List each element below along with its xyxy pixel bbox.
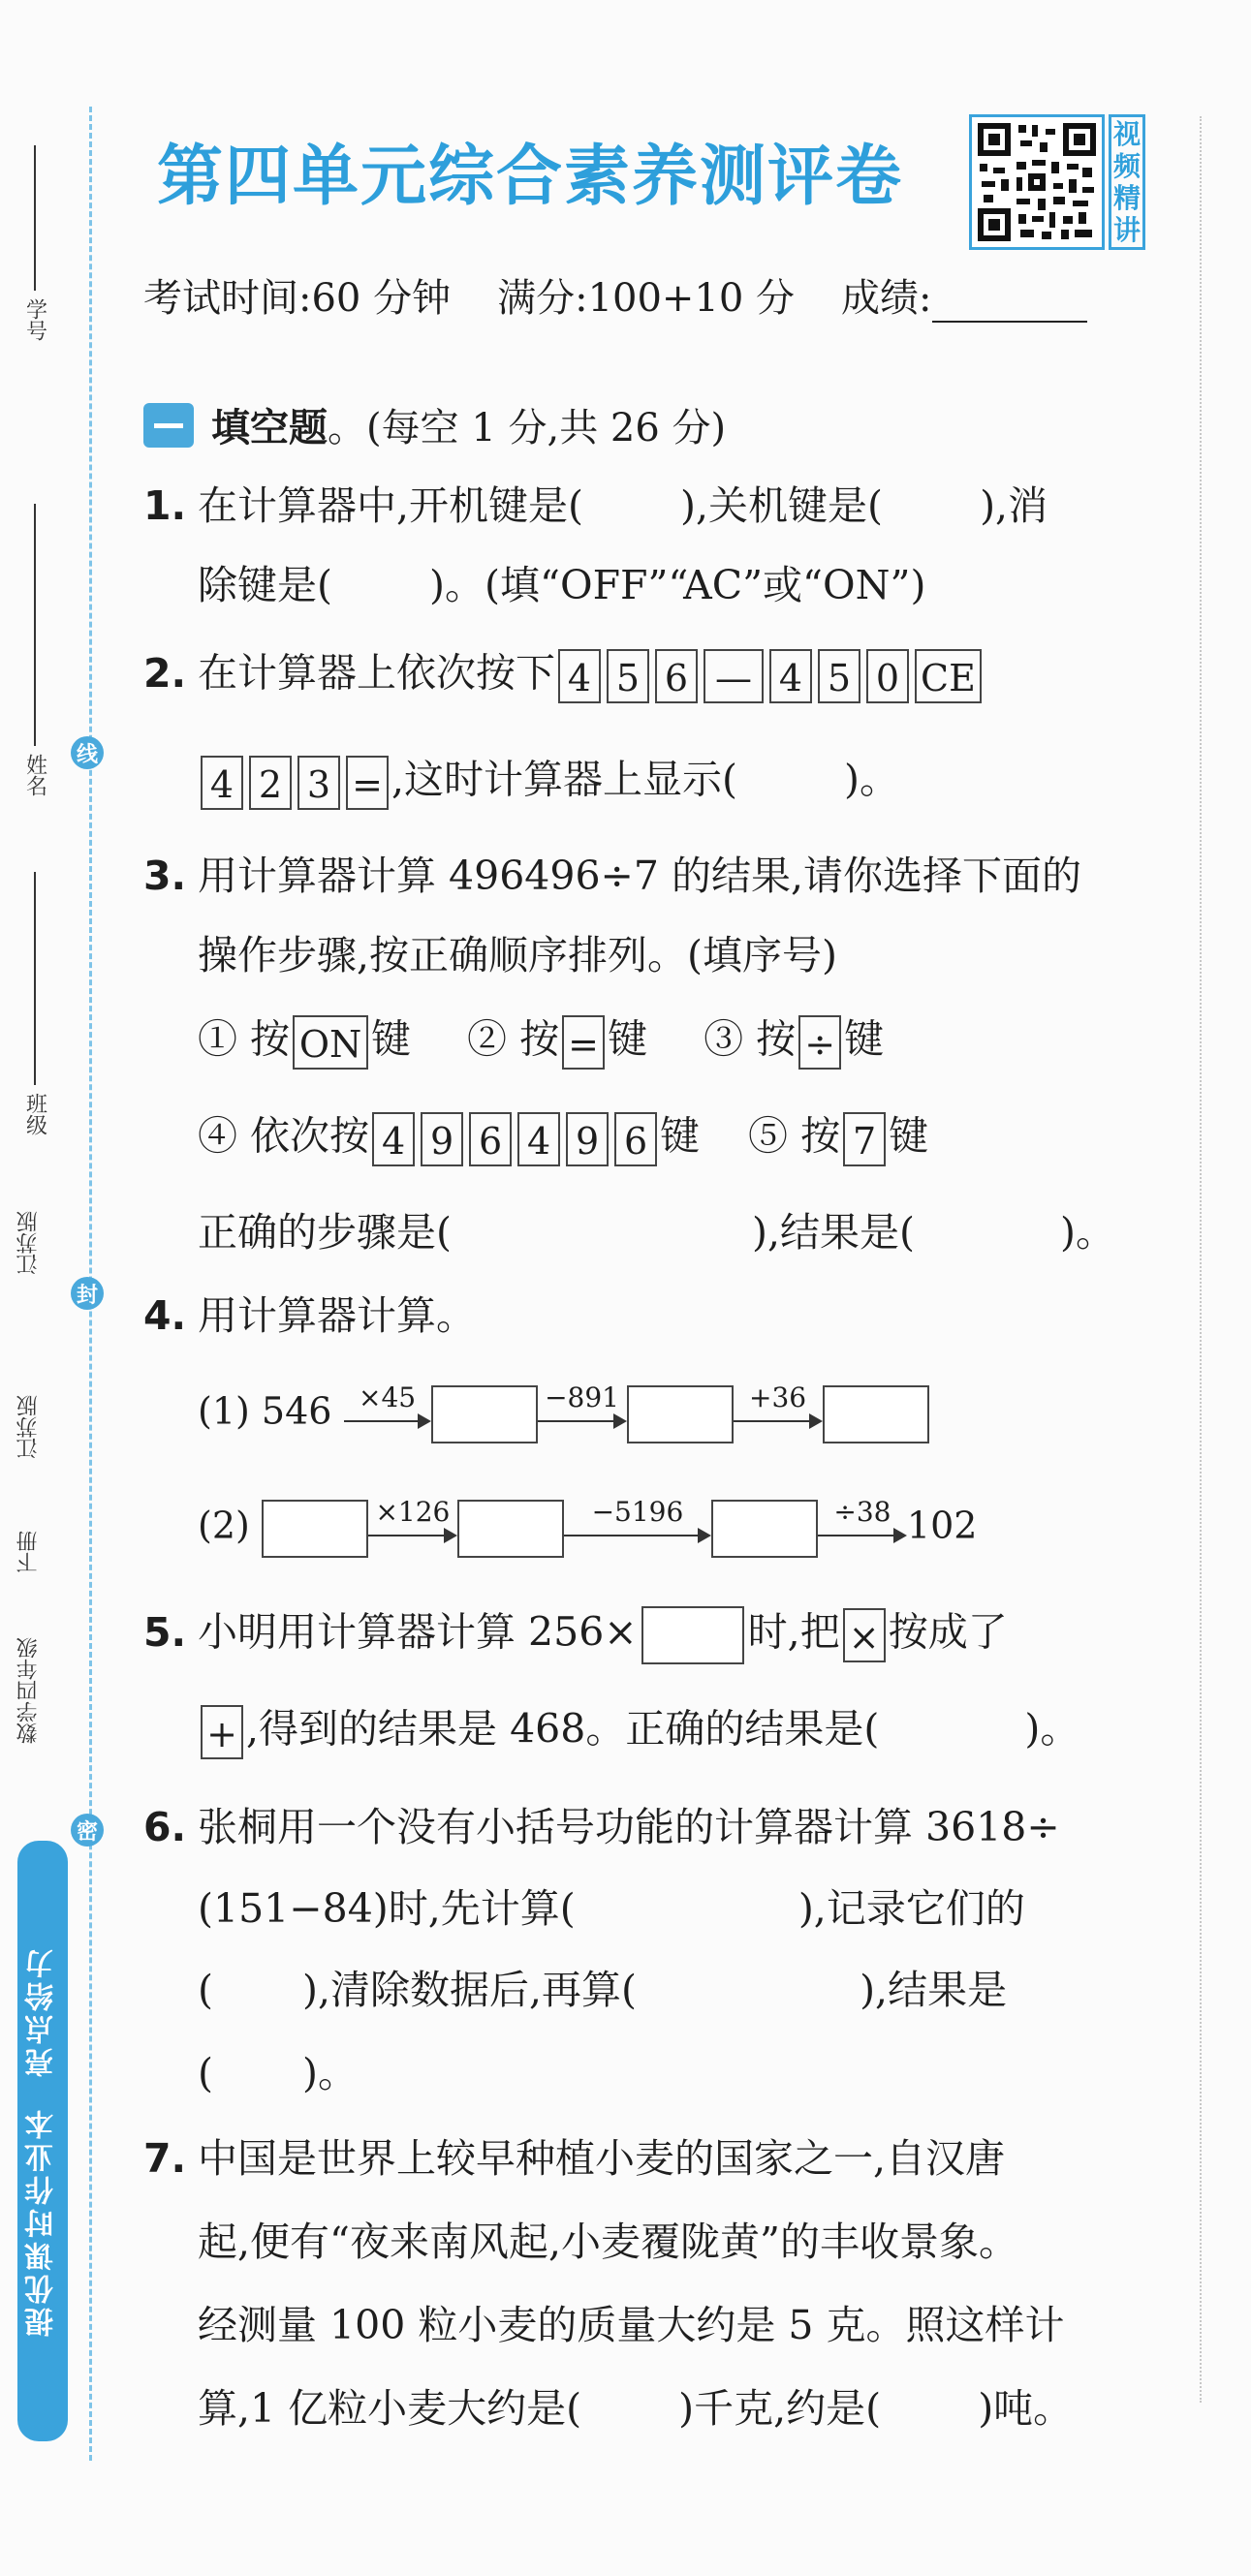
calc-key: ÷: [798, 1015, 841, 1070]
answer-box[interactable]: [262, 1500, 368, 1558]
final-result: 102: [906, 1504, 978, 1547]
calc-key: 4: [517, 1112, 560, 1166]
question-number: 5.: [143, 1608, 187, 1656]
calc-key: CE: [915, 649, 982, 703]
section-title: 填空题: [211, 406, 328, 450]
arrow-icon: ÷38: [818, 1509, 907, 1548]
question-1-line-1: 1. 在计算器中,开机键是( ),关机键是( ),消: [143, 482, 1048, 529]
binding-margin: [0, 0, 145, 2576]
arrow-icon: −891: [538, 1395, 627, 1434]
calc-key: 6: [614, 1112, 657, 1166]
question-4-part-2: (2) ×126 −5196 ÷38 102: [198, 1500, 977, 1558]
answer-box[interactable]: [457, 1500, 564, 1558]
edition-text: 江苏版: [16, 1211, 41, 1275]
question-number: 1.: [143, 482, 187, 529]
question-7-line-3: 经测量 100 粒小麦的质量大约是 5 克。照这样计: [198, 2302, 1065, 2348]
grade-text: 数学四年级: [16, 1637, 41, 1744]
calc-key: 9: [421, 1112, 463, 1166]
edition-text-2: 江苏版: [16, 1395, 41, 1459]
question-6-line-1: 6. 张桐用一个没有小括号功能的计算器计算 3618÷: [143, 1804, 1060, 1850]
brand-name: 提优课时作业本: [25, 2106, 59, 2337]
name-field[interactable]: [8, 504, 62, 796]
question-number: 2.: [143, 649, 187, 697]
seal-mark-secret: 密: [71, 1814, 104, 1847]
calc-key: 0: [866, 649, 909, 703]
answer-box[interactable]: [641, 1606, 744, 1664]
calc-key: =: [346, 756, 389, 810]
student-number-label: 学号: [22, 298, 47, 341]
question-3-steps-2: ④ 依次按 4 9 6 4 9 6 键 ⑤ 按 7 键: [198, 1112, 928, 1166]
calc-key: =: [562, 1015, 605, 1070]
brand-strip: [17, 1841, 68, 2441]
right-cut-line: [1200, 116, 1202, 2403]
full-score: 满分:100+10 分: [497, 276, 796, 321]
calc-key: —: [704, 649, 764, 703]
question-number: 6.: [143, 1804, 187, 1850]
calc-key: ON: [293, 1015, 368, 1070]
score-blank[interactable]: [932, 286, 1087, 323]
calc-key: 4: [201, 756, 243, 810]
class-label: 班级: [22, 1093, 47, 1135]
video-lesson-tag[interactable]: 视 频 精 讲: [1109, 114, 1145, 250]
section-note: 。(每空 1 分,共 26 分): [328, 406, 727, 450]
calc-key: 6: [655, 649, 698, 703]
calc-key: +: [201, 1705, 243, 1759]
section-number-icon: [143, 403, 194, 448]
question-number: 4.: [143, 1292, 187, 1339]
calc-key: 5: [607, 649, 649, 703]
question-4-part-1: (1) 546 ×45 −891 +36: [198, 1385, 929, 1443]
calc-key: ×: [843, 1608, 886, 1662]
arrow-icon: ×126: [368, 1509, 457, 1548]
question-6-line-3: ( ),清除数据后,再算( ),结果是: [198, 1967, 1008, 2013]
calc-key: 4: [372, 1112, 415, 1166]
arrow-icon: ×45: [344, 1395, 431, 1434]
question-7-line-4: 算,1 亿粒小麦大约是( )千克,约是( )吨。: [198, 2385, 1074, 2432]
arrow-icon: +36: [734, 1395, 823, 1434]
section-header: [143, 397, 726, 452]
question-7-line-1: 7. 中国是世界上较早种植小麦的国家之一,自汉唐: [143, 2135, 1006, 2182]
question-3-answer: 正确的步骤是( ),结果是( )。: [198, 1209, 1116, 1256]
qr-code-icon: [978, 123, 1096, 241]
seal-mark-line: 线: [71, 736, 104, 769]
answer-box[interactable]: [711, 1500, 818, 1558]
question-6-line-4: ( )。: [198, 2050, 358, 2096]
question-4-line-1: 4. 用计算器计算。: [143, 1292, 476, 1339]
exam-time: 考试时间:60 分钟: [143, 276, 452, 321]
question-2-line-2: 4 2 3 = ,这时计算器上显示( )。: [198, 756, 899, 810]
calc-key: 3: [297, 756, 340, 810]
brand-partial: 亮点给力: [25, 1945, 59, 2077]
question-3-line-1: 3. 用计算器计算 496496÷7 的结果,请你选择下面的: [143, 853, 1082, 899]
arrow-icon: −5196: [564, 1509, 711, 1548]
answer-box[interactable]: [823, 1385, 929, 1443]
page-title: 第四单元综合素养测评卷: [157, 139, 904, 215]
calc-key: 4: [558, 649, 601, 703]
qr-code[interactable]: [969, 114, 1105, 250]
student-number-field[interactable]: [8, 145, 62, 341]
exam-info: [143, 267, 1087, 323]
question-3-line-2: 操作步骤,按正确顺序排列。(填序号): [198, 932, 838, 978]
volume-text: 下册: [16, 1531, 41, 1573]
question-5-line-1: 5. 小明用计算器计算 256× 时,把 × 按成了: [143, 1606, 1008, 1664]
name-label: 姓名: [22, 754, 47, 796]
question-6-line-2: (151−84)时,先计算( ),记录它们的: [198, 1885, 1025, 1932]
class-field[interactable]: [8, 872, 62, 1135]
score-label: 成绩:: [841, 276, 932, 321]
calc-key: 7: [843, 1112, 886, 1166]
question-5-line-2: + ,得到的结果是 468。正确的结果是( )。: [198, 1705, 1079, 1759]
answer-box[interactable]: [627, 1385, 734, 1443]
calc-key: 2: [249, 756, 292, 810]
calc-key: 5: [818, 649, 860, 703]
calc-key: 6: [469, 1112, 512, 1166]
question-2-line-1: 2. 在计算器上依次按下 4 5 6 — 4 5 0 CE: [143, 649, 985, 703]
question-number: 7.: [143, 2135, 187, 2182]
question-3-steps-1: ① 按 ON 键 ② 按 = 键 ③ 按 ÷ 键: [198, 1015, 884, 1070]
question-1-line-2: 除键是( )。(填“OFF”“AC”或“ON”): [198, 562, 926, 608]
seal-mark-seal: 封: [71, 1277, 104, 1310]
answer-box[interactable]: [431, 1385, 538, 1443]
question-7-line-2: 起,便有“夜来南风起,小麦覆陇黄”的丰收景象。: [198, 2219, 1018, 2265]
question-number: 3.: [143, 853, 187, 899]
calc-key: 9: [566, 1112, 609, 1166]
calc-key: 4: [769, 649, 812, 703]
